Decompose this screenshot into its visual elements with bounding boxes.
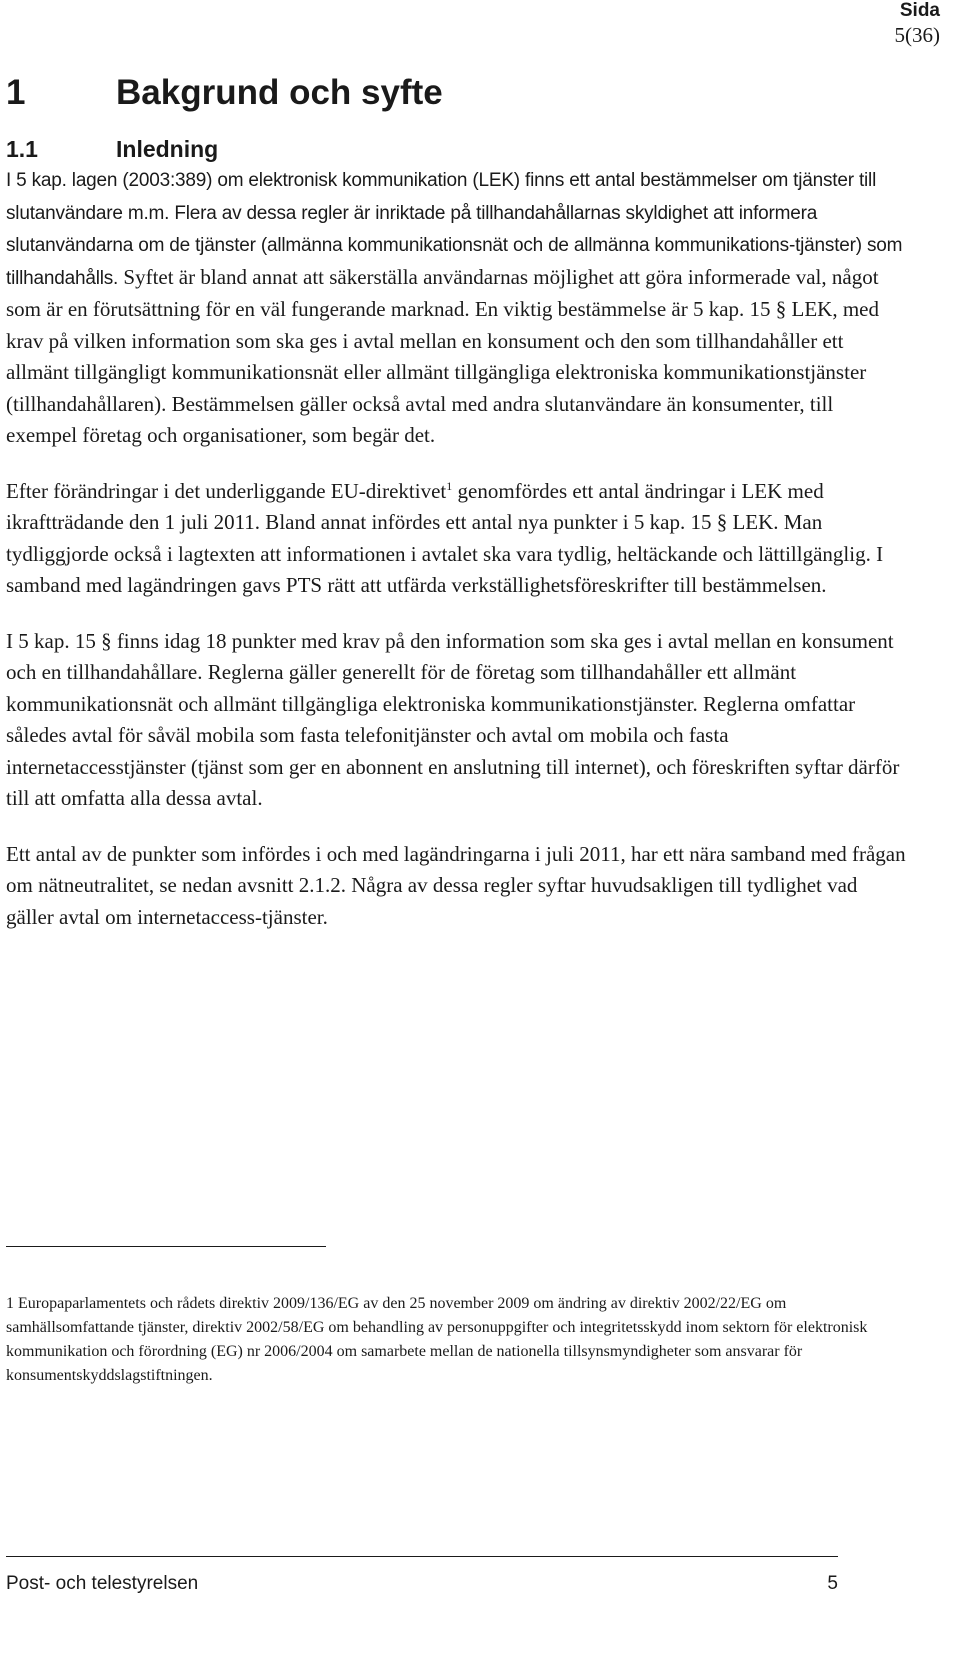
footer-organization: Post- och telestyrelsen [6,1573,199,1594]
section-heading [6,70,906,116]
subsection-number: 1.1 [6,136,38,162]
paragraph-2-after-note: genomfördes ett antal ändringar i LEK med ikraftträdande den 1 juli 2011. Bland annat infördes ett antal nya punkter i 5 kap. 15 § LEK. Man tydliggjorde också i lagtexten att informationen i avtalet ska vara tydlig, heltäckande och lättillgänglig. I samband med lagändringen gavs PTS rätt att utfärda verkställighetsföreskrifter till bestämmelsen. [6,478,884,597]
footer-separator [6,1556,838,1557]
footnote-reference[interactable]: 1 [446,478,453,493]
paragraph-1 [6,164,906,452]
footnote-mark: 1 [6,1295,14,1312]
section-title: Bakgrund och syfte [116,73,443,112]
paragraph-2 [6,476,906,602]
page-header [895,0,941,48]
paragraph-1-sans-part: I 5 kap. lagen (2003:389) om elektronisk kommunikation (LEK) finns ett antal bestämmelser om tjänster till slutanvändare m.m. Flera av dessa regler är inriktade på tillhandahållarnas skyldighet att informera slutanvändarna om de tjänster (allmänna kommunikationsnät och de allmänna kommunikations-tjänster) som tillhandahålls. [6,170,903,289]
page-label: Sida [899,0,940,21]
page-footer [6,1572,838,1596]
paragraph-4: Ett antal av de punkter som infördes i och med lagändringarna i juli 2011, har ett nära samband med frågan om nätneutralitet, se nedan avsnitt 2.1.2. Några av dessa regler syftar huvudsakligen till tydlighet vad gäller avtal om internetaccess-tjänster. [6,841,906,929]
subsection-title: Inledning [116,136,219,162]
page-count: 5(36) [894,23,940,47]
footnote-separator [6,1246,326,1247]
paragraph-1-serif-part: Syftet är bland annat att säkerställa användarnas möjlighet att göra informerade val, något som är en förutsättning för en väl fungerande marknad. En viktig bestämmelse är 5 kap. 15 § LEK, med krav på vilken information som ska ges i avtal mellan en konsument och den som tillhandahåller ett allmänt tillgängligt kommunikationsnät eller allmänt tillgängliga elektroniska kommunikationstjänster (tillhandahållaren). Bestämmelsen gäller också avtal med andra slutanvändare än konsumenter, till exempel företag och organisationer, som begär det. [6,264,879,447]
footnote-text: Europaparlamentets och rådets direktiv 2009/136/EG av den 25 november 2009 om ändring av direktiv 2002/22/EG om samhällsomfattande tjänster, direktiv 2002/58/EG om behandling av personuppgifter och integritetsskydd inom sektorn för elektronisk kommunikation och förordning (EG) nr 2006/2004 om samarbete mellan de nationella tillsynsmyndigheter som ansvarar för konsumentskyddslagstiftningen. [6,1295,868,1384]
section-number: 1 [6,73,26,112]
document-body [6,70,906,933]
paragraph-3: I 5 kap. 15 § finns idag 18 punkter med krav på den information som ska ges i avtal mellan en konsument och en tillhandahållare. Reglerna gäller generellt för de företag som tillhandahåller ett allmänt kommunikationsnät och allmänt tillgängliga elektroniska kommunikationstjänster. Reglerna omfattar således avtal för såväl mobila som fasta telefonitjänster och avtal om mobila och fasta internetaccesstjänster (tjänst som ger en abonnent en anslutning till internet), och föreskriften syftar därför till att omfatta alla dessa avtal. [6,628,900,810]
footnote [6,1292,896,1388]
subsection-heading [6,134,906,164]
paragraph-2-before-note: Efter förändringar i det underliggande EU-direktivet [6,478,447,503]
footer-page-number: 5 [827,1573,838,1594]
